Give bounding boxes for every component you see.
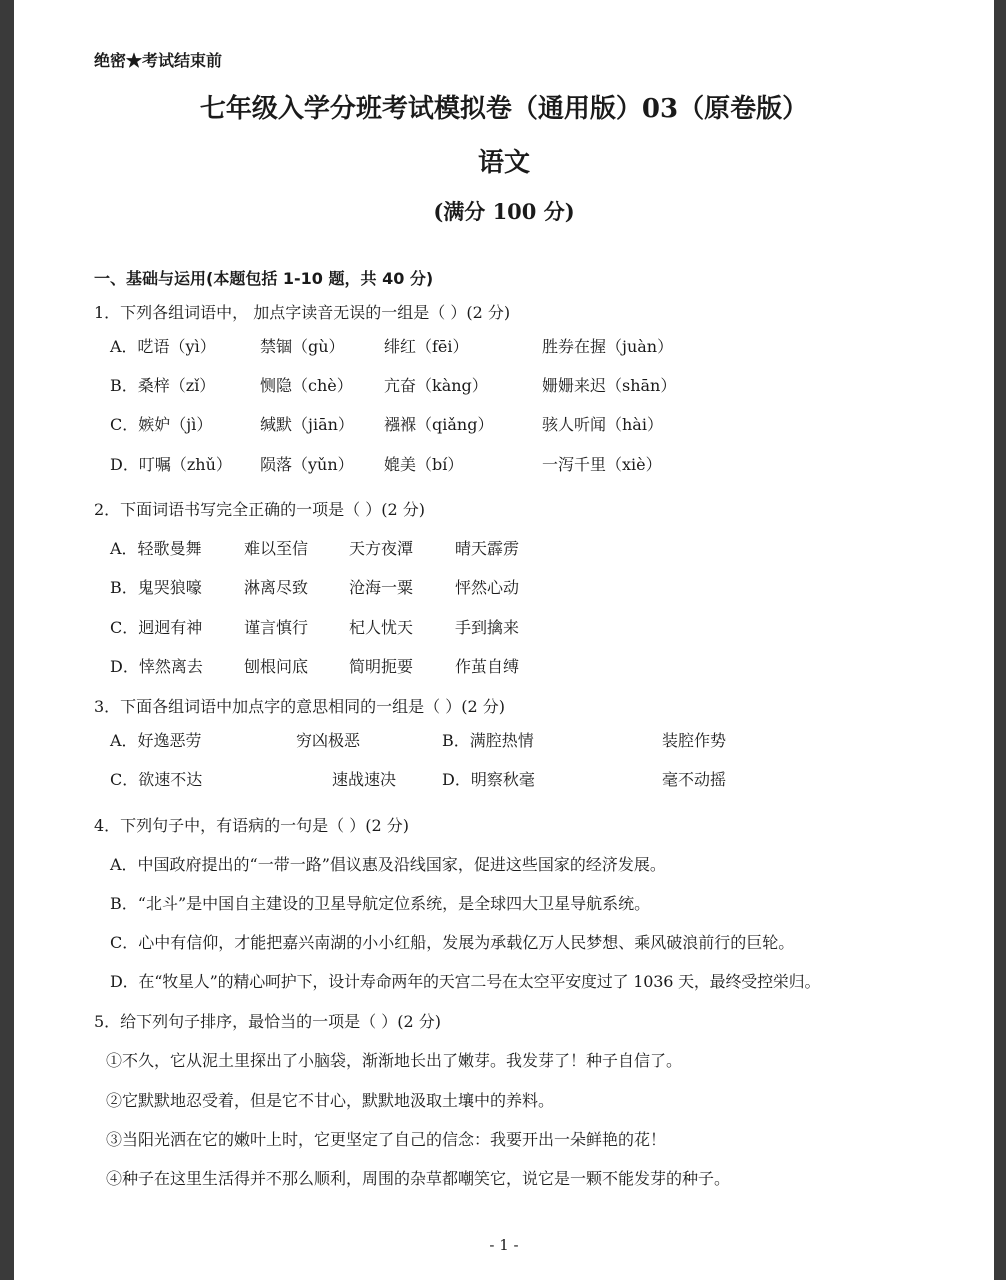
full-score: (满分 100 分): [433, 199, 575, 224]
q3-option-a-2: 穷凶极恶: [296, 731, 361, 750]
q1-option-c-3: 襁褓（qiǎng）: [384, 415, 494, 434]
q3-option-c-2: 速战速决: [332, 770, 397, 789]
q3-option-c-1: C．欲速不达: [110, 770, 203, 789]
q2-option-d-1: D．悻然离去: [110, 657, 203, 676]
q1-option-c-4: 骇人听闻（hài）: [542, 415, 663, 434]
q1-option-a-1: A．呓语（yì）: [110, 337, 216, 356]
q4-option-b: B．“北斗”是中国自主建设的卫星导航定位系统，是全球四大卫星导航系统。: [110, 894, 651, 913]
q1-option-d-4: 一泻千里（xiè）: [542, 455, 662, 474]
q1-option-b-4: 姗姗来迟（shān）: [542, 376, 677, 395]
q2-option-a-4: 晴天霹雳: [455, 539, 520, 558]
q2-option-b-2: 淋离尽致: [244, 578, 309, 597]
q4-option-c: C．心中有信仰，才能把嘉兴南湖的小小红船，发展为承载亿万人民梦想、乘风破浪前行的巨轮。: [110, 933, 795, 952]
question-4-stem: 4．下列句子中，有语病的一句是（ ）(2 分): [94, 816, 410, 835]
question-5-stem: 5．给下列句子排序，最恰当的一项是（ ）(2 分): [94, 1012, 442, 1031]
q5-sentence-3: ③当阳光洒在它的嫩叶上时，它更坚定了自己的信念：我要开出一朵鲜艳的花！: [106, 1130, 667, 1149]
q2-option-b-1: B．鬼哭狼嚎: [110, 578, 202, 597]
q5-sentence-1: ①不久，它从泥土里探出了小脑袋，渐渐地长出了嫩芽。我发芽了！种子自信了。: [106, 1051, 683, 1070]
question-1-stem: 1．下列各组词语中， 加点字读音无误的一组是（ ）(2 分): [94, 303, 511, 322]
q1-option-c-1: C．嫉妒（jì）: [110, 415, 213, 434]
exam-title: 七年级入学分班考试模拟卷（通用版）03（原卷版）: [199, 94, 809, 124]
q2-option-a-3: 天方夜潭: [349, 539, 414, 558]
section-heading: 一、基础与运用(本题包括 1-10 题，共 40 分): [94, 269, 434, 288]
q1-option-a-3: 绯红（fēi）: [384, 337, 469, 356]
q2-option-c-1: C．迥迥有神: [110, 618, 203, 637]
q3-option-b-2: 装腔作势: [662, 731, 727, 750]
q1-option-d-1: D．叮嘱（zhǔ）: [110, 455, 232, 474]
q4-option-d: D．在“牧星人”的精心呵护下，设计寿命两年的天宫二号在太空平安度过了 1036 天，最终受控栄归。: [110, 972, 821, 991]
q1-option-d-2: 陨落（yǔn）: [260, 455, 354, 474]
q2-option-b-4: 怦然心动: [455, 578, 520, 597]
q5-sentence-2: ②它默默地忍受着，但是它不甘心，默默地汲取土壤中的养料。: [106, 1091, 555, 1110]
exam-page: [14, 0, 994, 1280]
confidential-label: 绝密★考试结束前: [94, 51, 223, 70]
q4-option-a: A．中国政府提出的“一带一路”倡议惠及沿线国家，促进这些国家的经济发展。: [110, 855, 666, 874]
q3-option-d-1: D．明察秋毫: [442, 770, 535, 789]
q2-option-d-4: 作茧自缚: [455, 657, 520, 676]
question-3-stem: 3．下面各组词语中加点字的意思相同的一组是（ ）(2 分): [94, 697, 506, 716]
q5-sentence-4: ④种子在这里生活得并不那么顺利，周围的杂草都嘲笑它，说它是一颗不能发芽的种子。: [106, 1169, 731, 1188]
q1-option-d-3: 媲美（bí）: [384, 455, 464, 474]
question-2-stem: 2．下面词语书写完全正确的一项是（ ）(2 分): [94, 500, 426, 519]
q2-option-d-2: 刨根问底: [244, 657, 309, 676]
q2-option-d-3: 简明扼要: [349, 657, 414, 676]
q1-option-a-2: 禁锢（gù）: [260, 337, 345, 356]
q3-option-b-1: B．满腔热情: [442, 731, 534, 750]
subject-title: 语文: [477, 148, 530, 178]
q3-option-d-2: 毫不动摇: [662, 770, 727, 789]
q2-option-c-4: 手到擒来: [455, 618, 520, 637]
q1-option-c-2: 缄默（jiān）: [260, 415, 354, 434]
q2-option-a-1: A．轻歌曼舞: [110, 539, 202, 558]
q1-option-a-4: 胜券在握（juàn）: [542, 337, 674, 356]
q3-option-a-1: A．好逸恶劳: [110, 731, 202, 750]
q1-option-b-1: B．桑梓（zǐ）: [110, 376, 216, 395]
q2-option-a-2: 难以至信: [244, 539, 309, 558]
page-number: - 1 -: [489, 1236, 519, 1254]
q2-option-c-3: 杞人忧天: [349, 618, 414, 637]
q2-option-b-3: 沧海一粟: [349, 578, 414, 597]
q2-option-c-2: 谨言慎行: [244, 618, 309, 637]
q1-option-b-2: 恻隐（chè）: [260, 376, 353, 395]
q1-option-b-3: 亢奋（kàng）: [384, 376, 488, 395]
